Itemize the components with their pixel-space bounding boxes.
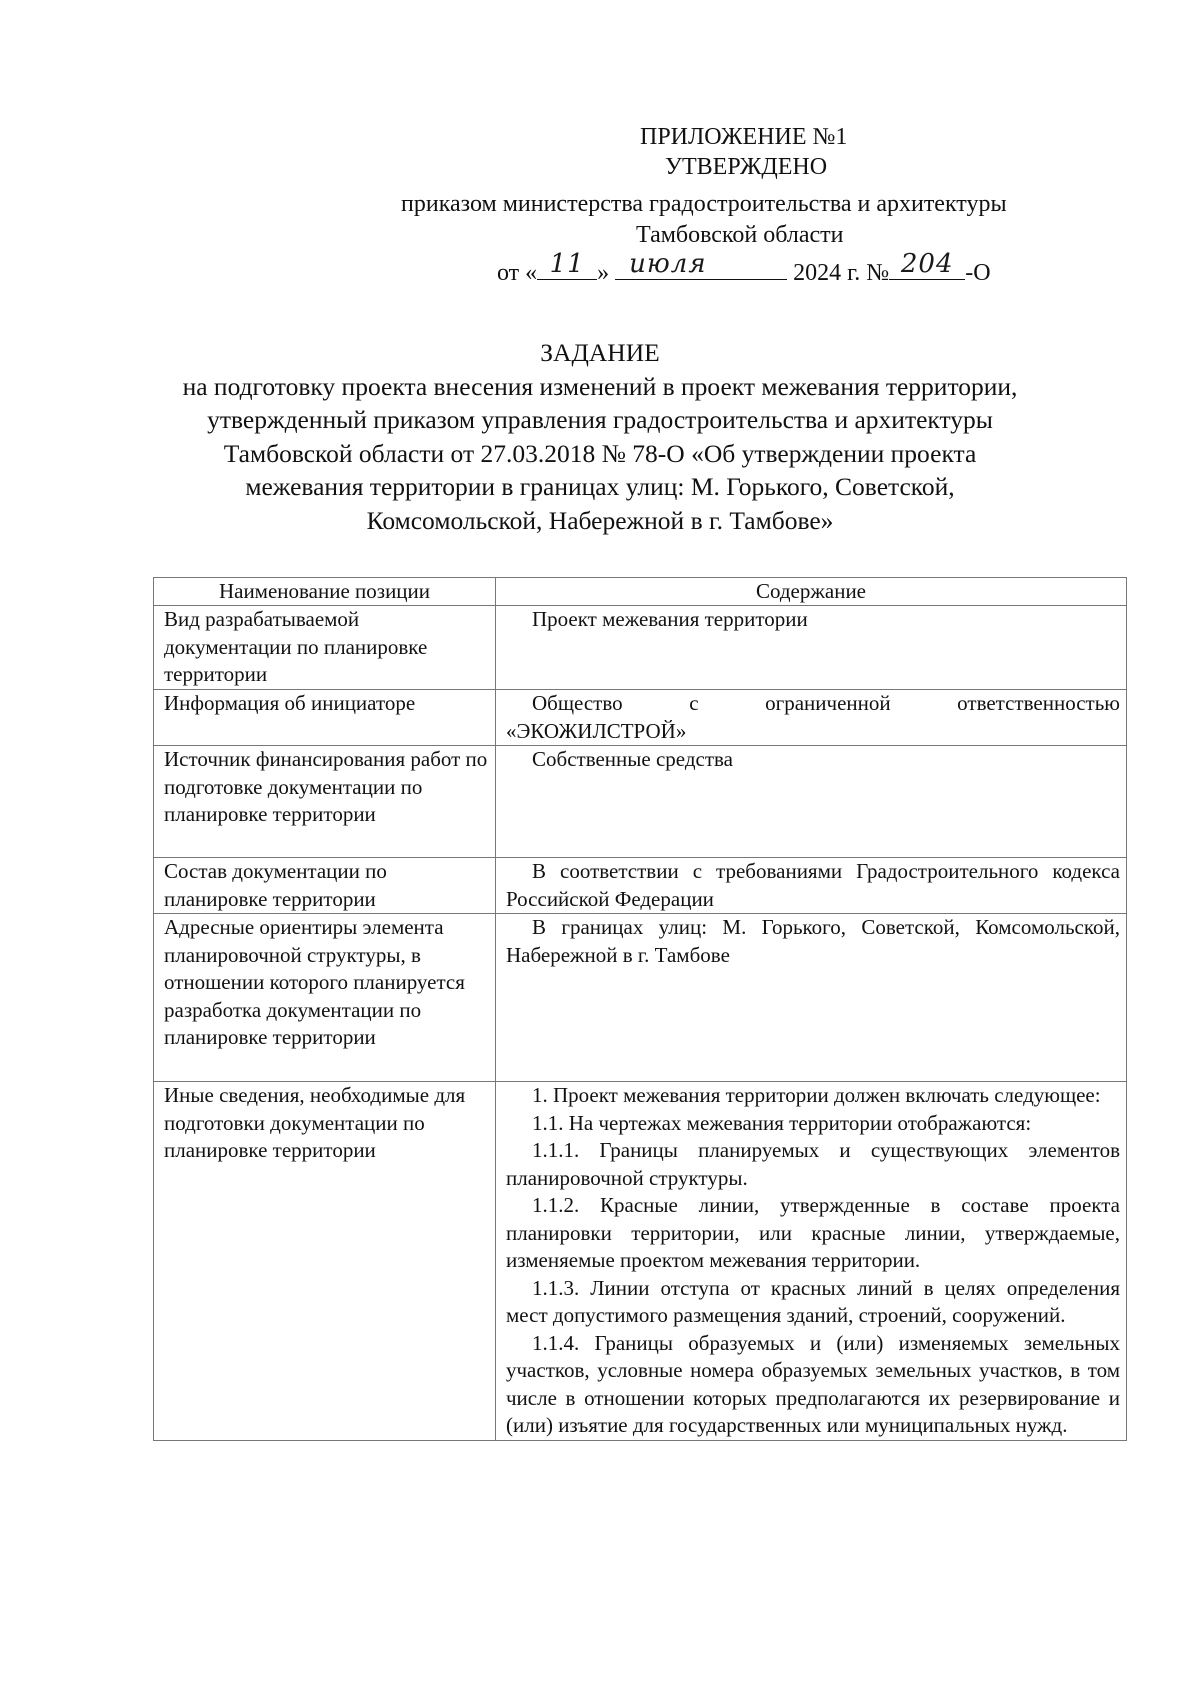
title-heading: ЗАДАНИЕ [540,338,660,367]
table-row [154,606,1127,690]
row-name: Источник финансирования работ по подготовке документации по планировке территории [154,746,496,858]
day-blank [537,249,597,280]
table-row [154,858,1127,914]
task-table [153,577,1127,1441]
row-content [496,690,1127,746]
number-suffix: -О [965,260,991,286]
content-paragraph: 1. Проект межевания территории должен включать следующее: [532,1083,1101,1107]
title-line-5: Комсомольской, Набережной в г. Тамбове» [366,505,834,535]
row-name: Иные сведения, необходимые для подготовки документации по планировке территории [154,1082,496,1441]
table-row [154,746,1127,858]
task-title [0,336,1200,537]
handwritten-month: июля [629,249,707,279]
header-content: Содержание [496,578,1127,606]
order-line-1: приказом министерства градостроительства и архитектуры [401,191,1007,217]
content-paragraph: Проект межевания территории [532,607,808,631]
table-row [154,1082,1127,1441]
table-row [154,690,1127,746]
title-line-1: на подготовку проекта внесения изменений в проект межевания территории, [182,371,1018,401]
handwritten-number: 204 [900,249,954,279]
content-paragraph: 1.1.2. Красные линии, утвержденные в составе проекта планировки территории, или красные линии, утверждаемые, изменяемые проектом межевания территории. [506,1193,1120,1272]
header-position-name: Наименование позиции [154,578,496,606]
handwritten-day: 11 [549,249,585,279]
year-number-label: 2024 г. № [793,260,890,286]
order-line-2: Тамбовской области [636,222,844,248]
row-content [496,746,1127,858]
table-row [154,914,1127,1082]
row-name: Адресные ориентиры элемента планировочной структуры, в отношении которого планируется разработка документации по планировке территории [154,914,496,1082]
appendix-label: ПРИЛОЖЕНИЕ №1 [640,124,848,150]
order-date-line [497,249,991,291]
approved-label: УТВЕРЖДЕНО [665,154,828,180]
table-header-row [154,578,1127,606]
date-prefix: от « [497,260,538,286]
title-line-2: утвержденный приказом управления градостроительства и архитектуры [207,405,993,434]
row-content [496,606,1127,690]
month-blank [615,249,787,280]
content-paragraph: Собственные средства [532,747,733,771]
number-blank [889,249,965,280]
row-content [496,914,1127,1082]
content-paragraph: В границах улиц: М. Горького, Советской, Комсомольской, Набережной в г. Тамбове [506,915,1120,967]
day-suffix: » [597,260,610,286]
content-paragraph: 1.1. На чертежах межевания территории отображаются: [532,1110,1032,1135]
row-name: Вид разрабатываемой документации по планировке территории [154,606,496,690]
row-name: Информация об инициаторе [154,690,496,746]
row-content [496,858,1127,914]
row-content [496,1082,1127,1441]
title-line-4: межевания территории в границах улиц: М. Горького, Советской, [245,472,955,501]
content-paragraph: В соответствии с требованиями Градостроительного кодекса Российской Федерации [506,859,1120,911]
content-paragraph: 1.1.3. Линии отступа от красных линий в целях определения мест допустимого размещения зданий, строений, сооружений. [506,1275,1120,1327]
content-paragraph: 1.1.1. Границы планируемых и существующих элементов планировочной структуры. [506,1138,1120,1190]
row-name: Состав документации по планировке территории [154,858,496,914]
content-paragraph: Общество с ограниченной ответственностью «ЭКОЖИЛСТРОЙ» [506,691,1120,743]
title-line-3: Тамбовской области от 27.03.2018 № 78-О «Об утверждении проекта [223,438,977,468]
content-paragraph: 1.1.4. Границы образуемых и (или) изменяемых земельных участков, условные номера образуемых земельных участков, в том числе в отношении которых предполагаются их резервирование и (или) изъятие для государственных или муниципальных нужд. [506,1330,1120,1437]
